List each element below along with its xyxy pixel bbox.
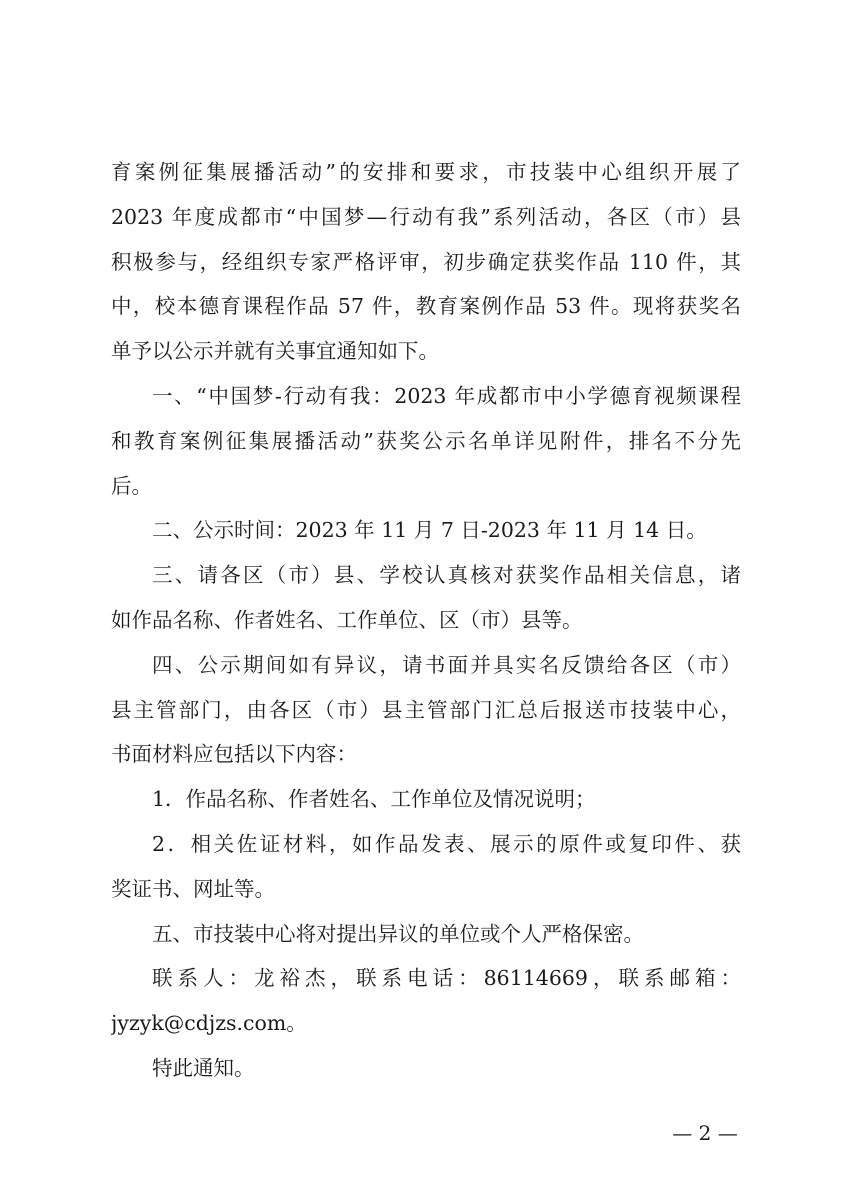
paragraph-line: 积极参与，经组织专家严格评审，初步确定获奖作品 110 件，其 bbox=[111, 249, 741, 274]
document-body bbox=[111, 150, 741, 1091]
paragraph-line: 三、请各区（市）县、学校认真核对获奖作品相关信息，诸 bbox=[152, 563, 741, 588]
paragraph-line: 四、公示期间如有异议，请书面并具实名反馈给各区（市） bbox=[152, 652, 741, 677]
paragraph-line: 单予以公示并就有关事宜通知如下。 bbox=[111, 339, 439, 364]
paragraph-line: 中，校本德育课程作品 57 件，教育案例作品 53 件。现将获奖名 bbox=[111, 294, 741, 319]
paragraph-line: 2．相关佐证材料，如作品发表、展示的原件或复印件、获 bbox=[152, 831, 741, 856]
paragraph-line: 二、公示时间：2023 年 11 月 7 日-2023 年 11 月 14 日。 bbox=[152, 518, 707, 543]
paragraph-line: 和教育案例征集展播活动”获奖公示名单详见附件，排名不分先 bbox=[111, 428, 741, 453]
paragraph-line: 书面材料应包括以下内容： bbox=[111, 742, 357, 767]
paragraph-line: 县主管部门，由各区（市）县主管部门汇总后报送市技装中心， bbox=[111, 697, 741, 722]
paragraph-line: 2023 年度成都市“中国梦—行动有我”系列活动，各区（市）县 bbox=[111, 204, 741, 229]
paragraph-line: 后。 bbox=[111, 473, 152, 498]
closing-line: 特此通知。 bbox=[152, 1055, 255, 1080]
paragraph-line: 五、市技装中心将对提出异议的单位或个人严格保密。 bbox=[152, 921, 644, 946]
page-number: — 2 — bbox=[672, 1121, 738, 1145]
contact-email-line: jyzyk@cdjzs.com。 bbox=[111, 1011, 307, 1036]
paragraph-line: 1．作品名称、作者姓名、工作单位及情况说明； bbox=[152, 787, 596, 812]
paragraph-line: 一、“中国梦-行动有我：2023 年成都市中小学德育视频课程 bbox=[152, 383, 741, 408]
contact-line: 联系人：龙裕杰，联系电话：86114669，联系邮箱： bbox=[152, 966, 741, 991]
paragraph-line: 奖证书、网址等。 bbox=[111, 876, 275, 901]
paragraph-line: 如作品名称、作者姓名、工作单位、区（市）县等。 bbox=[111, 607, 583, 632]
paragraph-line: 育案例征集展播活动”的安排和要求，市技装中心组织开展了 bbox=[111, 160, 741, 184]
